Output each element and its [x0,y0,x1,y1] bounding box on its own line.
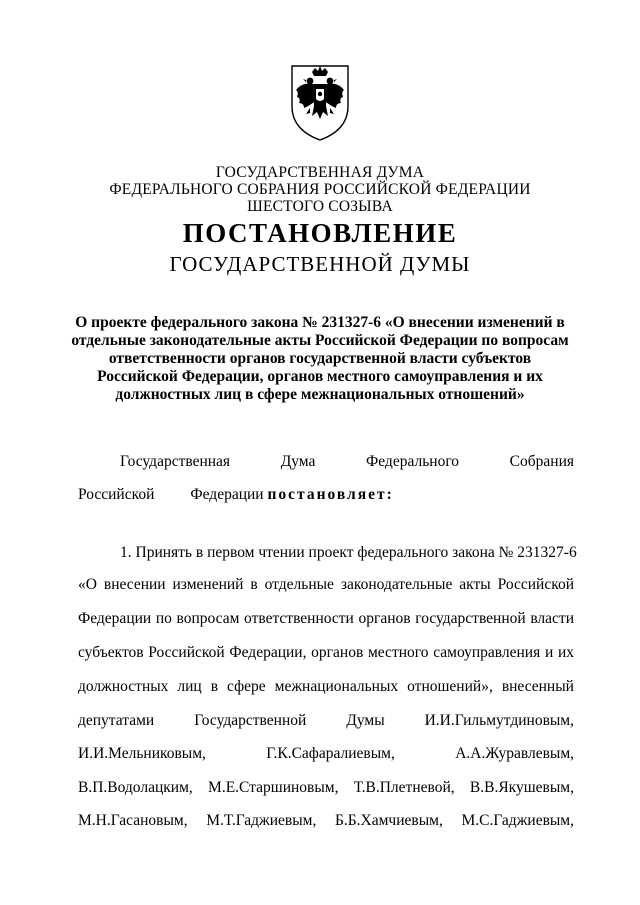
word: М.С.Гаджиевым, [461,812,574,829]
word: А.А.Журавлевым, [455,745,574,762]
org-line-3: ШЕСТОГО СОЗЫВА [247,198,393,215]
word: в [210,678,219,695]
word: субъектов [78,644,144,661]
subject-line-5: должностных лиц в сфере межнациональных отношений» [115,386,525,403]
subject-line-1: О проекте федерального закона № 231327-6 «О внесении изменений в [75,314,565,331]
word: М.Н.Гасановым, [78,812,188,829]
word: Государственная [120,453,231,470]
word: Российской [78,486,155,503]
paragraph-1-line-3 [78,610,574,628]
subject-line-2: отдельные законодательные акты Российской Федерации по вопросам [71,332,569,349]
document-type-title: ПОСТАНОВЛЕНИЕ [182,218,458,248]
preamble-line-1 [120,453,574,471]
word: В.П.Водолацким, [78,779,193,796]
word: в [250,576,258,593]
word: М.Т.Гаджиевым, [206,812,317,829]
word: И.И.Гильмутдиновым, [424,712,574,729]
word: межнациональных [274,678,399,695]
word: Федерации [78,610,152,627]
document-issuer-subtitle: ГОСУДАРСТВЕННОЙ ДУМЫ [169,252,471,276]
paragraph-1-line-1: 1. Принять в первом чтении проект федерального закона № 231327-6 [120,544,577,561]
subject-line-4: Российской Федерации, органов местного самоуправления и их [97,368,543,385]
word: сфере [227,678,266,695]
word: их [557,644,574,661]
word: «О [78,576,97,593]
subject-line-3: ответственности органов государственной власти субъектов [108,350,532,367]
paragraph-1-line-7 [78,745,574,763]
word: Государственной [194,712,307,729]
word: отдельные [264,576,334,593]
word: В.В.Якушевым, [469,779,574,796]
word: и [544,644,554,661]
word: Б.Б.Хамчиевым, [335,812,443,829]
word: Российской [148,644,225,661]
word: изменений [172,576,244,593]
word: Г.К.Сафаралиевым, [266,745,395,762]
word: акты [459,576,491,593]
word: законодательные [340,576,453,593]
paragraph-1-line-5 [78,678,574,696]
org-line-1: ГОСУДАРСТВЕННАЯ ДУМА [215,164,425,181]
word: Федерации [190,486,264,503]
coat-of-arms-emblem [288,62,352,142]
word: Федерального [366,453,460,470]
word: Дума [280,453,316,470]
word: И.И.Мельниковым, [78,745,206,762]
word: самоуправления [433,644,541,661]
paragraph-1-line-4 [78,644,574,662]
word: органов [311,644,364,661]
word: должностных [78,678,169,695]
word: Федерации, [229,644,307,661]
word: государственной [415,610,526,627]
word: Т.В.Плетневой, [353,779,455,796]
preamble-line-2 [78,486,394,504]
word: местного [367,644,429,661]
decree-verb: постановляет: [267,486,394,503]
paragraph-1-line-6 [78,712,574,730]
word: Российской [497,576,574,593]
word: депутатами [78,712,155,729]
word: внесении [103,576,166,593]
word: ответственности [244,610,354,627]
word: М.Е.Старшиновым, [208,779,339,796]
word: по [155,610,172,627]
word: вопросам [176,610,240,627]
word: органов [358,610,411,627]
paragraph-1-line-9 [78,812,574,830]
word: Собрания [509,453,574,470]
paragraph-1-line-2 [78,576,574,594]
org-line-2: ФЕДЕРАЛЬНОГО СОБРАНИЯ РОССИЙСКОЙ ФЕДЕРАЦИИ [109,181,531,198]
word: Думы [346,712,385,729]
word: лиц [177,678,202,695]
word: власти [530,610,574,627]
word: внесенный [501,678,574,695]
paragraph-1-line-8 [78,779,574,797]
word: отношений», [407,678,493,695]
